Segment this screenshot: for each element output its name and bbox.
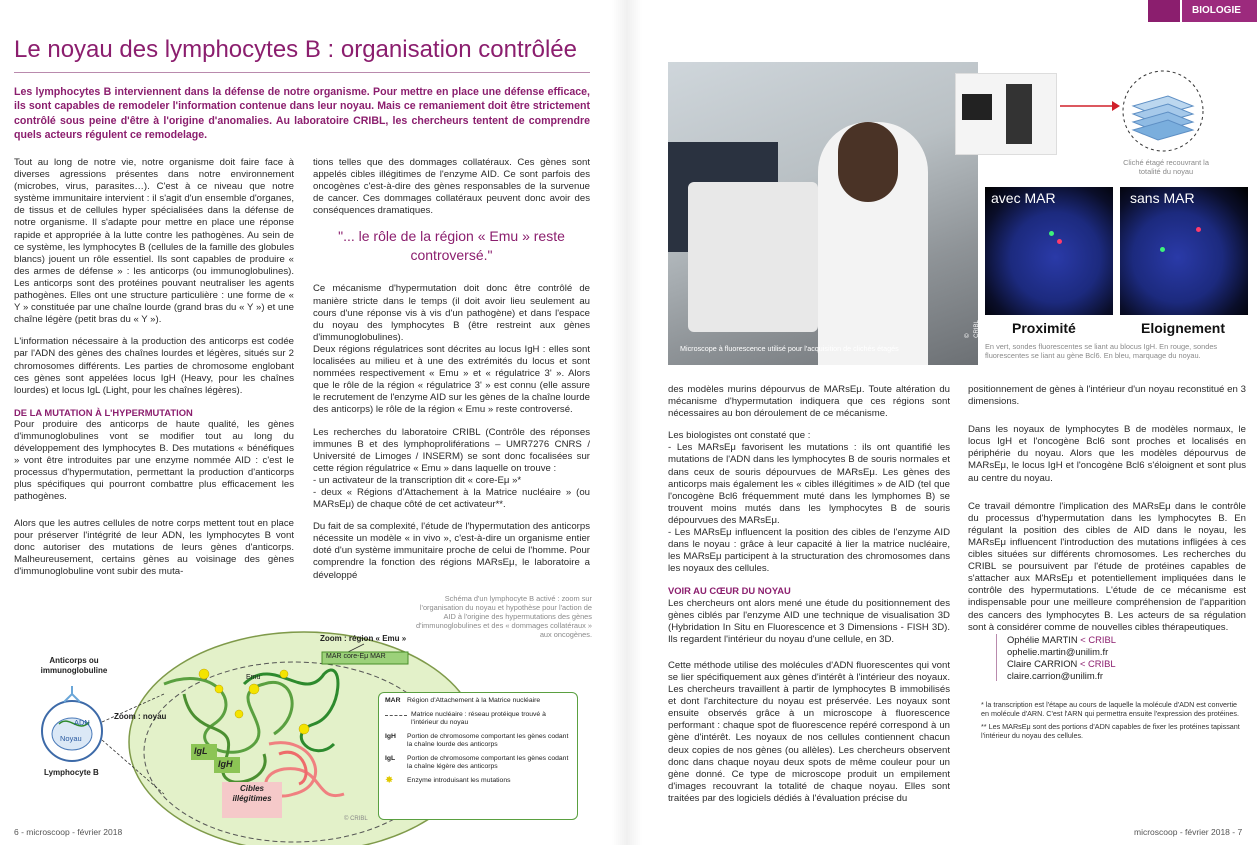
label-igh: IgH: [218, 759, 233, 769]
author-2-email[interactable]: claire.carrion@unilim.fr: [1007, 669, 1103, 681]
legend-item: ✸ Enzyme introduisant les mutations: [385, 775, 511, 786]
col1-para-4: Alors que les autres cellules de notre corps mettent tout en place pour préserver l'intégrité de leur ADN, les lymphocytes B vont donc autoriser des mutations de leurs gènes d'anticorps. Malheureusement, certains gènes au voisinage des gènes d'immunoglobuline vont subir des muta-: [14, 517, 294, 577]
footnotes: [981, 700, 1247, 740]
col1-para-2: L'information nécessaire à la production des anticorps est codée par l'ADN des gènes des chaînes lourdes et légères, situés sur 2 chromosomes différents. Les parties de chromosome englobant ces gènes sont appelées locus IgH (Heavy, pour les chaînes lourdes) et locus IgL (Light, pour les chaînes légères).: [14, 336, 294, 396]
label-igl: IgL: [194, 746, 208, 756]
header-square: [1148, 0, 1180, 22]
label-zoom-emu: Zoom : région « Emu »: [320, 634, 407, 643]
col2-para-3: Deux régions régulatrices sont décrites au locus IgH : elles sont localisées au milieu et à une des extrémités du locus et sont nommées respectivement « Emu » et « régulatrice 3' ». Alors que le rôle de la région « régulatrice 3' » est connu (elle assure le recrutement de l'enzyme AID sur les gènes de la chaîne lourde des anticorps) le rôle de la région « Emu » reste controversé.: [313, 343, 591, 416]
col4-para-2: Dans les noyaux de lymphocytes B de modèles normaux, le locus IgH et l'oncogène Bcl6 sont proches et localisés en périphérie du noyau. Alors que les modèles dépourvus de MARsEμ, le locus IgH et l'oncogène Bcl6 s'éloignent et sont plus au centre du noyau.: [968, 424, 1246, 484]
title-rule: [14, 72, 590, 73]
microscope-photo: [668, 62, 978, 365]
micro-image-sans: [1120, 187, 1248, 315]
label-lymphocyte: Lymphocyte B: [44, 768, 99, 777]
stack-caption: Cliché étagé recouvrant la totalité du noyau: [1123, 158, 1209, 176]
photo-credit: © CRIBL: [964, 320, 980, 338]
schema-figure: [14, 594, 594, 834]
author-1: Ophélie MARTIN < CRIBL: [1007, 634, 1116, 645]
col2-para-4: Les recherches du laboratoire CRIBL (Contrôle des réponses immunes B et des lymphoproliférations – UMR7276 CNRS / Université de Limoges / INSERM) se sont donc focalisées sur cette région régulatrice « Emu » dans laquelle on trouve :: [313, 426, 590, 474]
intro-paragraph: Les lymphocytes B interviennent dans la défense de notre organisme. Pour mettre en place une défense efficace, ils sont capables de remodeler l'information contenue dans leur noyau. Mais ce remaniement doit être strictement contrôlé sous peine d'être à l'origine d'anomalies. Au laboratoire CRIBL, les chercheurs tentent de comprendre quels acteurs régulent ce remodelage.: [14, 86, 590, 142]
footer-right: microscoop - février 2018 - 7: [1134, 827, 1243, 837]
col2-para-2: Ce mécanisme d'hypermutation doit donc être contrôlé de manière stricte dans le temps (il doit avoir lieu seulement au cours d'une réponse vis à vis d'un pathogène) et dans l'espace du noyau des lymphocytes B (être restreint aux gènes d'immunoglobulines).: [313, 283, 590, 343]
col1-para-1: Tout au long de notre vie, notre organisme doit faire face à diverses agressions présentes dans notre environnement (microbes, virus, parasites…). C'est à ce niveau que notre système immunitaire intervient : il s'agit d'un ensemble d'organes, de tissus et de cellules hyper spécialisées dans la défense de notre organisme. Il s'adapte pour mettre en place une réponse rapide et appropriée à la lutte contre les pathogènes. Au sein de ce système, les lymphocytes B (cellules de la famille des globules blancs) jouent un rôle essentiel. Ils sont capables de produire « des armes de défense » : les anticorps (ou immunoglobulines). Les anticorps sont des protéines pouvant neutraliser les agents pathogènes. Elles ont une structure particulière : une forme de « Y » constituée par une chaîne lourde (grand bras du « Y ») et une chaîne légère (petit bras du « Y »).: [14, 157, 294, 326]
arrow-icon: [1060, 100, 1120, 112]
col3-para-4: Cette méthode utilise des molécules d'ADN fluorescentes qui vont se lier spécifiquement aux gènes d'intérêt à l'intérieur des noyaux. Les chercheurs travaillent à partir de lymphocytes B immobilisés et dont l'architecture du noyau est préservée. Les noyaux sont ensuite observés grâce à un microscope à fluorescence performant : chaque spot de fluorescence repéré correspond à un gène d'intérêt. Les noyaux de nos cellules contiennent chacun deux copies de nos gènes (ou allèles). Les chercheurs observent donc dans chaque noyau deux spots de même couleur pour un gène donné. Ce type de microscope produit un empilement d'images recouvrant la totalité de chaque noyau. Elles sont traitées par des logiciels dédiés à l'évaluation précise du: [668, 659, 950, 804]
author-2: Claire CARRION < CRIBL: [1007, 658, 1116, 669]
small-microscope: [955, 73, 1057, 155]
label-antibody: Anticorps ou immunoglobuline: [40, 656, 108, 675]
label-zoom-noyau: Zoom : noyau: [114, 712, 167, 721]
category-badge: BIOLOGIE: [1182, 0, 1257, 22]
column-4: [968, 384, 1246, 644]
image-stack: [1118, 66, 1208, 156]
col4-para-3: Ce travail démontre l'implication des MARsEμ dans le contrôle du processus d'hypermutation dans les lymphocytes B. En régulant la position des cibles de AID dans le noyau, les MARsEμ influencent l'introduction des mutations infligées à ces cibles situées sur différents chromosomes. Les recherches du CRIBL se poursuivent par l'étude de protéines capables de s'attacher aux MARsEμ et potentiellement impliquées dans le contrôle des hypermutations. L'étude de ce mécanisme est indispensable pour une meilleure compréhension de l'apparition des cancers des lymphocytes B. Les acteurs de sa régulation sont à considérer comme de nouvelles cibles thérapeutiques.: [968, 500, 1246, 633]
label-mar-core: MAR core-Eμ MAR: [326, 653, 386, 660]
micro-label-sans: sans MAR: [1130, 190, 1195, 206]
micro-label-avec: avec MAR: [991, 190, 1056, 206]
photo-caption: Microscope à fluorescence utilisé pour l'acquisition de clichés étagés: [680, 344, 899, 353]
schema-credit: © CRIBL: [344, 816, 368, 822]
col2-para-5: Du fait de sa complexité, l'étude de l'hypermutation des anticorps nécessite un modèle « in vivo », c'est-à-dire un organisme entier doté d'un système immunitaire proche de celui de l'homme. Pour comprendre la fonction des régions MARsEμ, le laboratoire a développé: [313, 521, 590, 581]
micro-label-eloignement: Eloignement: [1141, 320, 1226, 336]
page-title: Le noyau des lymphocytes B : organisation contrôlée: [14, 36, 578, 63]
col2-bullet-1: - un activateur de la transcription dit « core-Eμ »*: [313, 474, 522, 486]
micro-image-avec: [985, 187, 1113, 315]
author-1-email[interactable]: ophelie.martin@unilim.fr: [1007, 645, 1109, 657]
section-title-voir: VOIR AU CŒUR DU NOYAU: [668, 585, 791, 597]
red-spot: [1057, 239, 1062, 244]
person-hair: [838, 122, 898, 202]
col3-bullet-1: - Les MARsEμ favorisent les mutations : ils ont quantifié les mutations de l'ADN dans les lymphocytes B de souris normales et dans ceux de souris dépourvues de MARsEμ. Les gènes des anticorps mais également les « cibles illégitimes » de AID (tel que l'oncogène Bcl6 fréquemment muté dans les lymphomes B) se trouvent moins mutés dans les lymphocytes B de souris dépourvues des MARsEμ.: [668, 442, 950, 526]
footnote-1: * la transcription est l'étape au cours de laquelle la molécule d'ADN est convertie en molécule d'ARN. C'est l'ARN qui permettra ensuite l'expression des protéines.: [981, 700, 1239, 718]
red-spot: [1196, 227, 1201, 232]
pull-quote: "... le rôle de la région « Emu » reste controversé.": [338, 228, 565, 264]
footer-left: 6 - microscoop - février 2018: [14, 827, 123, 837]
legend-item: IgL Portion de chromosome comportant les gènes codant la chaîne légère des anticorps: [385, 755, 569, 770]
legend-item: Matrice nucléaire : réseau protéique trouvé à l'intérieur du noyau: [385, 711, 571, 727]
label-adn: ADN: [74, 718, 90, 727]
col3-bullet-2: - Les MARsEμ influencent la position des cibles de l'enzyme AID dans le noyau : grâce à leur capacité à lier la matrice nucléaire, les MARsEμ participent à la structuration des chromosomes dans les noyaux des cellules.: [668, 527, 950, 575]
micro-caption: En vert, sondes fluorescentes se liant au blocus IgH. En rouge, sondes fluorescentes se liant au gène Bcl6. En bleu, marquage du noyau.: [985, 342, 1218, 360]
column-3: [668, 384, 950, 815]
micro-label-proximite: Proximité: [1012, 320, 1076, 336]
label-cibles: Cibles illégitimes: [232, 784, 272, 803]
col3-para-3: Les chercheurs ont alors mené une étude du positionnement des gènes ciblés par l'enzyme AID une technique de visualisation 3D (Hybridation In Situ en Fluorescence et 3 Dimensions - FISH 3D). Ils regardent l'intérieur du noyau d'une cellule, en 3D.: [668, 597, 950, 645]
col2-para-1: tions telles que des dommages collatéraux. Ces gènes sont appelés cibles illégitimes de l'enzyme AID. Ce sont parfois des oncogènes c'est-à-dire des gènes responsables de la survenue de cancer. Ces dommages collatéraux peuvent donc avoir des conséquences dramatiques.: [313, 157, 590, 217]
legend-item: IgH Portion de chromosome comportant les gènes codant la chaîne lourde des anticorps: [385, 733, 569, 748]
label-emu: Emu: [246, 674, 261, 681]
column-2: [313, 157, 590, 592]
microscope-shape: [688, 182, 818, 332]
col3-para-2: Les biologistes ont constaté que :: [668, 430, 811, 442]
spine-shadow: [612, 0, 642, 845]
section-title-hypermutation: DE LA MUTATION À L'HYPERMUTATION: [14, 406, 193, 418]
label-noyau: Noyau: [60, 734, 82, 743]
schema-caption: Schéma d'un lymphocyte B activé : zoom sur l'organisation du noyau et hypothèse pour l'action de AID à l'origine des hypermutations des gènes d'immunoglobulines et des « dommages collatéraux » aux oncogènes.: [415, 594, 592, 639]
column-1: [14, 157, 294, 588]
schema-legend: [378, 692, 578, 820]
authors-block: [996, 634, 1116, 681]
green-spot: [1049, 231, 1054, 236]
green-spot: [1160, 247, 1165, 252]
col2-bullet-2: - deux « Régions d'Attachement à la Matrice nucléaire » (ou MARsEμ) de chaque côté de cet activateur**.: [313, 486, 590, 511]
star-icon: ✸: [385, 775, 394, 786]
col4-para-1: positionnement de gènes à l'intérieur d'un noyau reconstitué en 3 dimensions.: [968, 384, 1246, 408]
footnote-2: ** Les MARsEμ sont des portions d'ADN capables de fixer les protéines tapissant l'intérieur du noyau des cellules.: [981, 722, 1240, 740]
col3-para-1: des modèles murins dépourvus de MARsEμ. Toute altération du mécanisme d'hypermutation indiquera que ces régions sont nécessaires au bon déroulement de ce mécanisme.: [668, 384, 950, 420]
col1-para-3: Pour produire des anticorps de haute qualité, les gènes d'immunoglobulines vont se modifier tout au long du développement des lymphocytes B. Des mutations « bénéfiques » vont être introduites par une enzyme nommée AID : c'est le processus d'hypermutation, permettant la production d'anticorps plus spécifiques qui pourront combattre plus efficacement les pathogènes.: [14, 418, 294, 503]
legend-item: MAR Région d'Attachement à la Matrice nucléaire: [385, 697, 541, 704]
